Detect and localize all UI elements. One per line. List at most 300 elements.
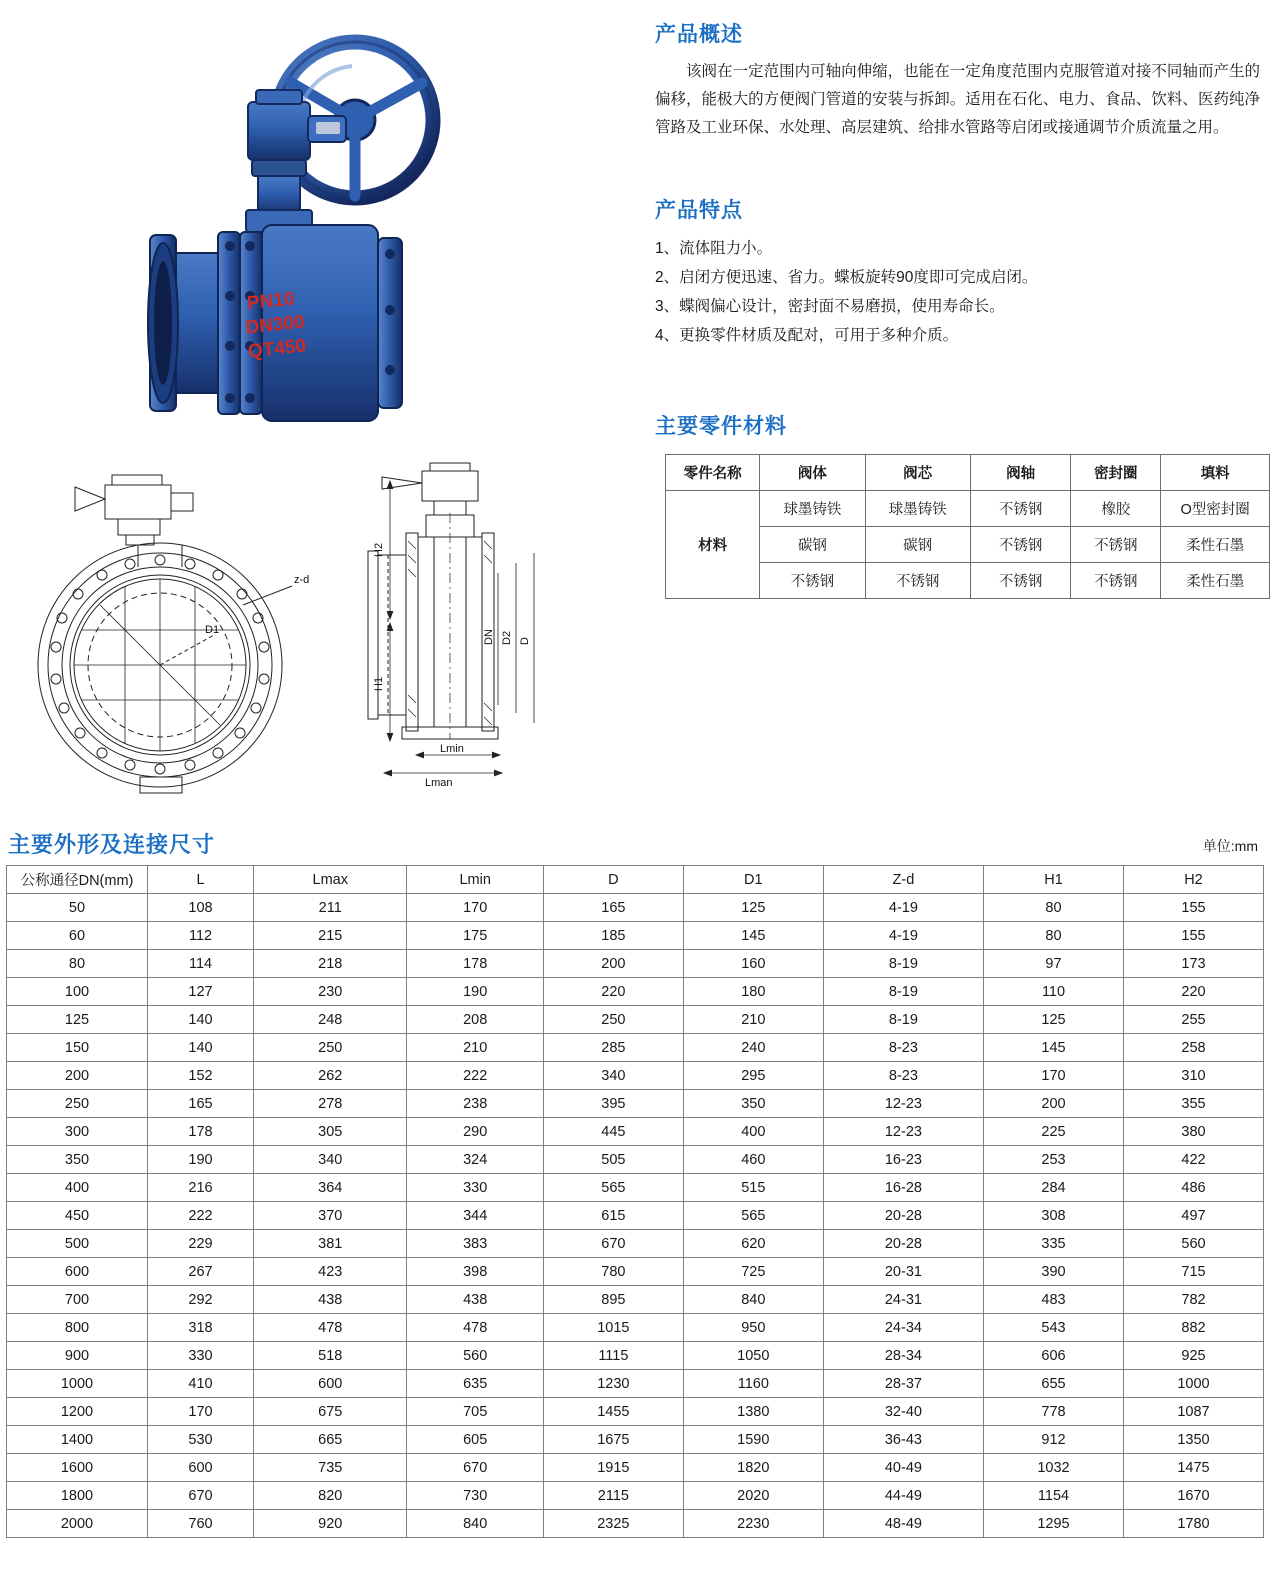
cell: 344 [407, 1202, 543, 1230]
table-row [7, 1370, 1264, 1398]
cell: 565 [543, 1174, 683, 1202]
materials-title: 主要零件材料 [655, 415, 787, 438]
cell: 125 [7, 1006, 148, 1034]
cell: 565 [683, 1202, 823, 1230]
cell: 400 [7, 1174, 148, 1202]
cell: 1475 [1123, 1454, 1263, 1482]
cell: 180 [683, 978, 823, 1006]
label-z-d: z-d [294, 574, 310, 586]
cell: 140 [148, 1034, 254, 1062]
col-header: L [148, 866, 254, 894]
dimensions-section [0, 828, 1270, 1538]
cell: 222 [148, 1202, 254, 1230]
cell: 350 [683, 1090, 823, 1118]
cell: 820 [254, 1482, 407, 1510]
list-item: 2、启闭方便迅速、省力。蝶板旋转90度即可完成启闭。 [655, 269, 1038, 286]
cell: 170 [148, 1398, 254, 1426]
table-row [7, 1062, 1264, 1090]
cell: 24-34 [823, 1314, 983, 1342]
cell: 1915 [543, 1454, 683, 1482]
cell: 216 [148, 1174, 254, 1202]
cell: 170 [984, 1062, 1124, 1090]
table-row [7, 1314, 1264, 1342]
cell: 295 [683, 1062, 823, 1090]
cell: 60 [7, 922, 148, 950]
cell: 1154 [984, 1482, 1124, 1510]
label-h2: H2 [373, 542, 385, 557]
cell: 760 [148, 1510, 254, 1538]
product-text-column [645, 0, 1270, 590]
list-item: 4、更换零件材质及配对，可用于多种介质。 [655, 327, 959, 344]
cell: 518 [254, 1342, 407, 1370]
overview-text: 该阀在一定范围内可轴向伸缩，也能在一定角度范围内克服管道对接不同轴而产生的偏移，能极大的方便阀门管道的安装与拆卸。适用在石化、电力、食品、饮料、医药纯净管路及工业环保、水处理、高层建筑、给排水管路等启闭或接通调节介质流量之用。 [655, 63, 1260, 136]
cell: 球墨铸铁 [760, 491, 865, 527]
cell: 882 [1123, 1314, 1263, 1342]
cell: 110 [984, 978, 1124, 1006]
cell: 1455 [543, 1398, 683, 1426]
cell: 210 [407, 1034, 543, 1062]
cell: 780 [543, 1258, 683, 1286]
cell: 324 [407, 1146, 543, 1174]
cell: 215 [254, 922, 407, 950]
cell: 460 [683, 1146, 823, 1174]
cell: 500 [7, 1230, 148, 1258]
technical-drawings [0, 455, 640, 805]
cell: 310 [1123, 1062, 1263, 1090]
dimensions-table [6, 865, 1264, 1538]
cell: 422 [1123, 1146, 1263, 1174]
cell: 140 [148, 1006, 254, 1034]
cell: 438 [407, 1286, 543, 1314]
label-dn: DN [483, 629, 495, 645]
cell: 225 [984, 1118, 1124, 1146]
front-view-drawing [38, 475, 292, 793]
cell: 340 [254, 1146, 407, 1174]
cell: 255 [1123, 1006, 1263, 1034]
cell: 497 [1123, 1202, 1263, 1230]
cell: 370 [254, 1202, 407, 1230]
cell: 292 [148, 1286, 254, 1314]
cell: 1350 [1123, 1426, 1263, 1454]
cell: 395 [543, 1090, 683, 1118]
cell: 560 [1123, 1230, 1263, 1258]
cell: 155 [1123, 922, 1263, 950]
cell: 895 [543, 1286, 683, 1314]
cell: 250 [254, 1034, 407, 1062]
cell: 20-28 [823, 1230, 983, 1258]
cell: 不锈钢 [970, 527, 1071, 563]
cell: 606 [984, 1342, 1124, 1370]
materials-table-wrap [665, 454, 1270, 599]
cell: 530 [148, 1426, 254, 1454]
cell: 605 [407, 1426, 543, 1454]
cell: 190 [148, 1146, 254, 1174]
cell: 655 [984, 1370, 1124, 1398]
cell: 250 [543, 1006, 683, 1034]
cell: 478 [407, 1314, 543, 1342]
col-header: D1 [683, 866, 823, 894]
cell: 1670 [1123, 1482, 1263, 1510]
col-header: 公称通径DN(mm) [7, 866, 148, 894]
cell: 173 [1123, 950, 1263, 978]
cell: 1200 [7, 1398, 148, 1426]
cell: 218 [254, 950, 407, 978]
cell: 665 [254, 1426, 407, 1454]
cell: 335 [984, 1230, 1124, 1258]
table-row [7, 1398, 1264, 1426]
cell: 486 [1123, 1174, 1263, 1202]
cell: 305 [254, 1118, 407, 1146]
list-item: 1、流体阻力小。 [655, 240, 773, 257]
table-row [7, 1482, 1264, 1510]
cell: 675 [254, 1398, 407, 1426]
table-row [7, 1174, 1264, 1202]
cell: 355 [1123, 1090, 1263, 1118]
col-header: D [543, 866, 683, 894]
cell: 2325 [543, 1510, 683, 1538]
cell: 258 [1123, 1034, 1263, 1062]
cell: 308 [984, 1202, 1124, 1230]
cell: 364 [254, 1174, 407, 1202]
cell: 不锈钢 [1071, 527, 1161, 563]
col-header: 阀体 [760, 455, 865, 491]
cell: 125 [984, 1006, 1124, 1034]
cell: 340 [543, 1062, 683, 1090]
cell: 8-19 [823, 978, 983, 1006]
cell: 不锈钢 [1071, 563, 1161, 599]
cell: 450 [7, 1202, 148, 1230]
cell: 730 [407, 1482, 543, 1510]
cell: 600 [7, 1258, 148, 1286]
materials-section [655, 410, 1270, 599]
cell: 2115 [543, 1482, 683, 1510]
cell: 248 [254, 1006, 407, 1034]
table-row [7, 1230, 1264, 1258]
cell: 705 [407, 1398, 543, 1426]
table-row [7, 1258, 1264, 1286]
cell: 100 [7, 978, 148, 1006]
cell: 2020 [683, 1482, 823, 1510]
table-row [7, 922, 1264, 950]
label-d2: D2 [501, 630, 513, 645]
cell: 20-31 [823, 1258, 983, 1286]
cell: 700 [7, 1286, 148, 1314]
cell: 1050 [683, 1342, 823, 1370]
cell: 178 [148, 1118, 254, 1146]
cell: 1380 [683, 1398, 823, 1426]
cell: 543 [984, 1314, 1124, 1342]
dimensions-header [0, 828, 1270, 865]
cell: 1820 [683, 1454, 823, 1482]
cell: 50 [7, 894, 148, 922]
col-header: Lmin [407, 866, 543, 894]
cell: 920 [254, 1510, 407, 1538]
cell: 778 [984, 1398, 1124, 1426]
cell: 1000 [7, 1370, 148, 1398]
cell: 152 [148, 1062, 254, 1090]
cell: 1032 [984, 1454, 1124, 1482]
cell: 155 [1123, 894, 1263, 922]
cell: 28-34 [823, 1342, 983, 1370]
cell: 912 [984, 1426, 1124, 1454]
cell: 670 [148, 1482, 254, 1510]
cell: 不锈钢 [970, 563, 1071, 599]
cell: 4-19 [823, 894, 983, 922]
cell: 125 [683, 894, 823, 922]
cell: 碳钢 [760, 527, 865, 563]
dimensions-title: 主要外形及连接尺寸 [8, 832, 216, 857]
cell: 840 [683, 1286, 823, 1314]
cell: 715 [1123, 1258, 1263, 1286]
cell: 925 [1123, 1342, 1263, 1370]
cell: 8-19 [823, 950, 983, 978]
cell: 80 [7, 950, 148, 978]
valve-illustration [120, 10, 540, 440]
cell: 725 [683, 1258, 823, 1286]
cell: 1087 [1123, 1398, 1263, 1426]
label-lman: Lman [425, 777, 453, 789]
table-row [7, 950, 1264, 978]
col-header: Lmax [254, 866, 407, 894]
cell: 267 [148, 1258, 254, 1286]
cell: 350 [7, 1146, 148, 1174]
cell: 600 [148, 1454, 254, 1482]
cell: 170 [407, 894, 543, 922]
col-header: 零件名称 [666, 455, 760, 491]
table-row [7, 1006, 1264, 1034]
cell: 253 [984, 1146, 1124, 1174]
cell: 635 [407, 1370, 543, 1398]
cell: 40-49 [823, 1454, 983, 1482]
table-row [7, 1090, 1264, 1118]
cell: 782 [1123, 1286, 1263, 1314]
cell: 600 [254, 1370, 407, 1398]
cell: 145 [683, 922, 823, 950]
cell: 150 [7, 1034, 148, 1062]
cell: 1780 [1123, 1510, 1263, 1538]
label-d1: D1 [205, 624, 220, 636]
cell: 145 [984, 1034, 1124, 1062]
cell: 330 [407, 1174, 543, 1202]
cell: 185 [543, 922, 683, 950]
table-row [7, 1118, 1264, 1146]
cell: 398 [407, 1258, 543, 1286]
material-row-label: 材料 [666, 491, 760, 599]
cell: 165 [543, 894, 683, 922]
cell: 175 [407, 922, 543, 950]
cell: 不锈钢 [865, 563, 970, 599]
cell: 不锈钢 [760, 563, 865, 599]
cell: 240 [683, 1034, 823, 1062]
cell: 383 [407, 1230, 543, 1258]
table-row [7, 1454, 1264, 1482]
cell: 900 [7, 1342, 148, 1370]
svg-text:QT450: QT450 [247, 335, 308, 363]
overview-title: 产品概述 [655, 23, 743, 46]
cell: 2000 [7, 1510, 148, 1538]
cell: 278 [254, 1090, 407, 1118]
cell: 229 [148, 1230, 254, 1258]
cell: 222 [407, 1062, 543, 1090]
table-row [7, 1146, 1264, 1174]
cell: 211 [254, 894, 407, 922]
cell: 620 [683, 1230, 823, 1258]
cell: 1800 [7, 1482, 148, 1510]
list-item: 3、蝶阀偏心设计，密封面不易磨损，使用寿命长。 [655, 298, 1005, 315]
features-section [655, 194, 1270, 350]
dimensions-table-body [7, 894, 1264, 1538]
cell: 284 [984, 1174, 1124, 1202]
overview-section [655, 18, 1270, 142]
cell: 285 [543, 1034, 683, 1062]
cell: 445 [543, 1118, 683, 1146]
cell: 800 [7, 1314, 148, 1342]
cell: 200 [543, 950, 683, 978]
cell: 16-28 [823, 1174, 983, 1202]
col-header: 阀轴 [970, 455, 1071, 491]
table-header-row [666, 455, 1270, 491]
cell: 1160 [683, 1370, 823, 1398]
cell: 290 [407, 1118, 543, 1146]
product-photo-column [0, 0, 645, 460]
table-row [666, 491, 1270, 527]
cell: 400 [683, 1118, 823, 1146]
cell: 178 [407, 950, 543, 978]
cell: 1115 [543, 1342, 683, 1370]
cell: 20-28 [823, 1202, 983, 1230]
cell: 80 [984, 922, 1124, 950]
butterfly-valve-photo [120, 10, 540, 440]
cell: 190 [407, 978, 543, 1006]
cell: 230 [254, 978, 407, 1006]
table-row [7, 1286, 1264, 1314]
cell: 114 [148, 950, 254, 978]
section-view-drawing [368, 463, 498, 739]
label-h1: H1 [373, 676, 385, 691]
cell: 560 [407, 1342, 543, 1370]
cell: 80 [984, 894, 1124, 922]
cell: 615 [543, 1202, 683, 1230]
cell: 108 [148, 894, 254, 922]
cell: 160 [683, 950, 823, 978]
table-row [7, 1202, 1264, 1230]
cell: 1230 [543, 1370, 683, 1398]
cell: 670 [407, 1454, 543, 1482]
cell: 柔性石墨 [1161, 527, 1270, 563]
table-row [7, 1426, 1264, 1454]
features-title: 产品特点 [655, 199, 743, 222]
cell: 1590 [683, 1426, 823, 1454]
cell: 1600 [7, 1454, 148, 1482]
cell: 318 [148, 1314, 254, 1342]
table-row [7, 894, 1264, 922]
cell: 97 [984, 950, 1124, 978]
cell: 8-19 [823, 1006, 983, 1034]
col-header: Z-d [823, 866, 983, 894]
cell: 橡胶 [1071, 491, 1161, 527]
table-header-row [7, 866, 1264, 894]
cell: 24-31 [823, 1286, 983, 1314]
cell: 127 [148, 978, 254, 1006]
cell: 8-23 [823, 1062, 983, 1090]
cell: 220 [1123, 978, 1263, 1006]
cell: 483 [984, 1286, 1124, 1314]
cell: 球墨铸铁 [865, 491, 970, 527]
cell: 12-23 [823, 1090, 983, 1118]
cell: 208 [407, 1006, 543, 1034]
cell: 碳钢 [865, 527, 970, 563]
svg-text:PN10: PN10 [246, 288, 296, 315]
cell: 1000 [1123, 1370, 1263, 1398]
cell: 220 [543, 978, 683, 1006]
cell: 48-49 [823, 1510, 983, 1538]
materials-table [665, 454, 1270, 599]
cell: 238 [407, 1090, 543, 1118]
cell: 380 [1123, 1118, 1263, 1146]
col-header: H1 [984, 866, 1124, 894]
cell: 165 [148, 1090, 254, 1118]
cell: 950 [683, 1314, 823, 1342]
cell: 423 [254, 1258, 407, 1286]
cell: 1675 [543, 1426, 683, 1454]
cell: 410 [148, 1370, 254, 1398]
cell: 210 [683, 1006, 823, 1034]
cell: 381 [254, 1230, 407, 1258]
col-header: H2 [1123, 866, 1263, 894]
svg-text:DN300: DN300 [244, 311, 306, 339]
drawing-svg [0, 455, 640, 805]
table-row [7, 978, 1264, 1006]
cell: 28-37 [823, 1370, 983, 1398]
cell: 16-23 [823, 1146, 983, 1174]
cell: 32-40 [823, 1398, 983, 1426]
cell: 300 [7, 1118, 148, 1146]
table-row [7, 1034, 1264, 1062]
cell: 330 [148, 1342, 254, 1370]
cell: 1295 [984, 1510, 1124, 1538]
cell: 112 [148, 922, 254, 950]
table-row [7, 1342, 1264, 1370]
cell: 柔性石墨 [1161, 563, 1270, 599]
label-lmin: Lmin [440, 743, 464, 755]
cell: O型密封圈 [1161, 491, 1270, 527]
cell: 670 [543, 1230, 683, 1258]
dimensions-unit: 单位:mm [1202, 838, 1258, 854]
cell: 505 [543, 1146, 683, 1174]
features-list [655, 234, 1270, 350]
cell: 262 [254, 1062, 407, 1090]
cell: 4-19 [823, 922, 983, 950]
cell: 8-23 [823, 1034, 983, 1062]
cell: 840 [407, 1510, 543, 1538]
cell: 250 [7, 1090, 148, 1118]
cell: 438 [254, 1286, 407, 1314]
cell: 735 [254, 1454, 407, 1482]
cell: 36-43 [823, 1426, 983, 1454]
table-row [7, 1510, 1264, 1538]
label-d: D [519, 637, 531, 645]
cell: 1015 [543, 1314, 683, 1342]
cell: 515 [683, 1174, 823, 1202]
cell: 390 [984, 1258, 1124, 1286]
cell: 12-23 [823, 1118, 983, 1146]
cell: 200 [7, 1062, 148, 1090]
cell: 44-49 [823, 1482, 983, 1510]
cell: 478 [254, 1314, 407, 1342]
cell: 1400 [7, 1426, 148, 1454]
cell: 2230 [683, 1510, 823, 1538]
cell: 不锈钢 [970, 491, 1071, 527]
